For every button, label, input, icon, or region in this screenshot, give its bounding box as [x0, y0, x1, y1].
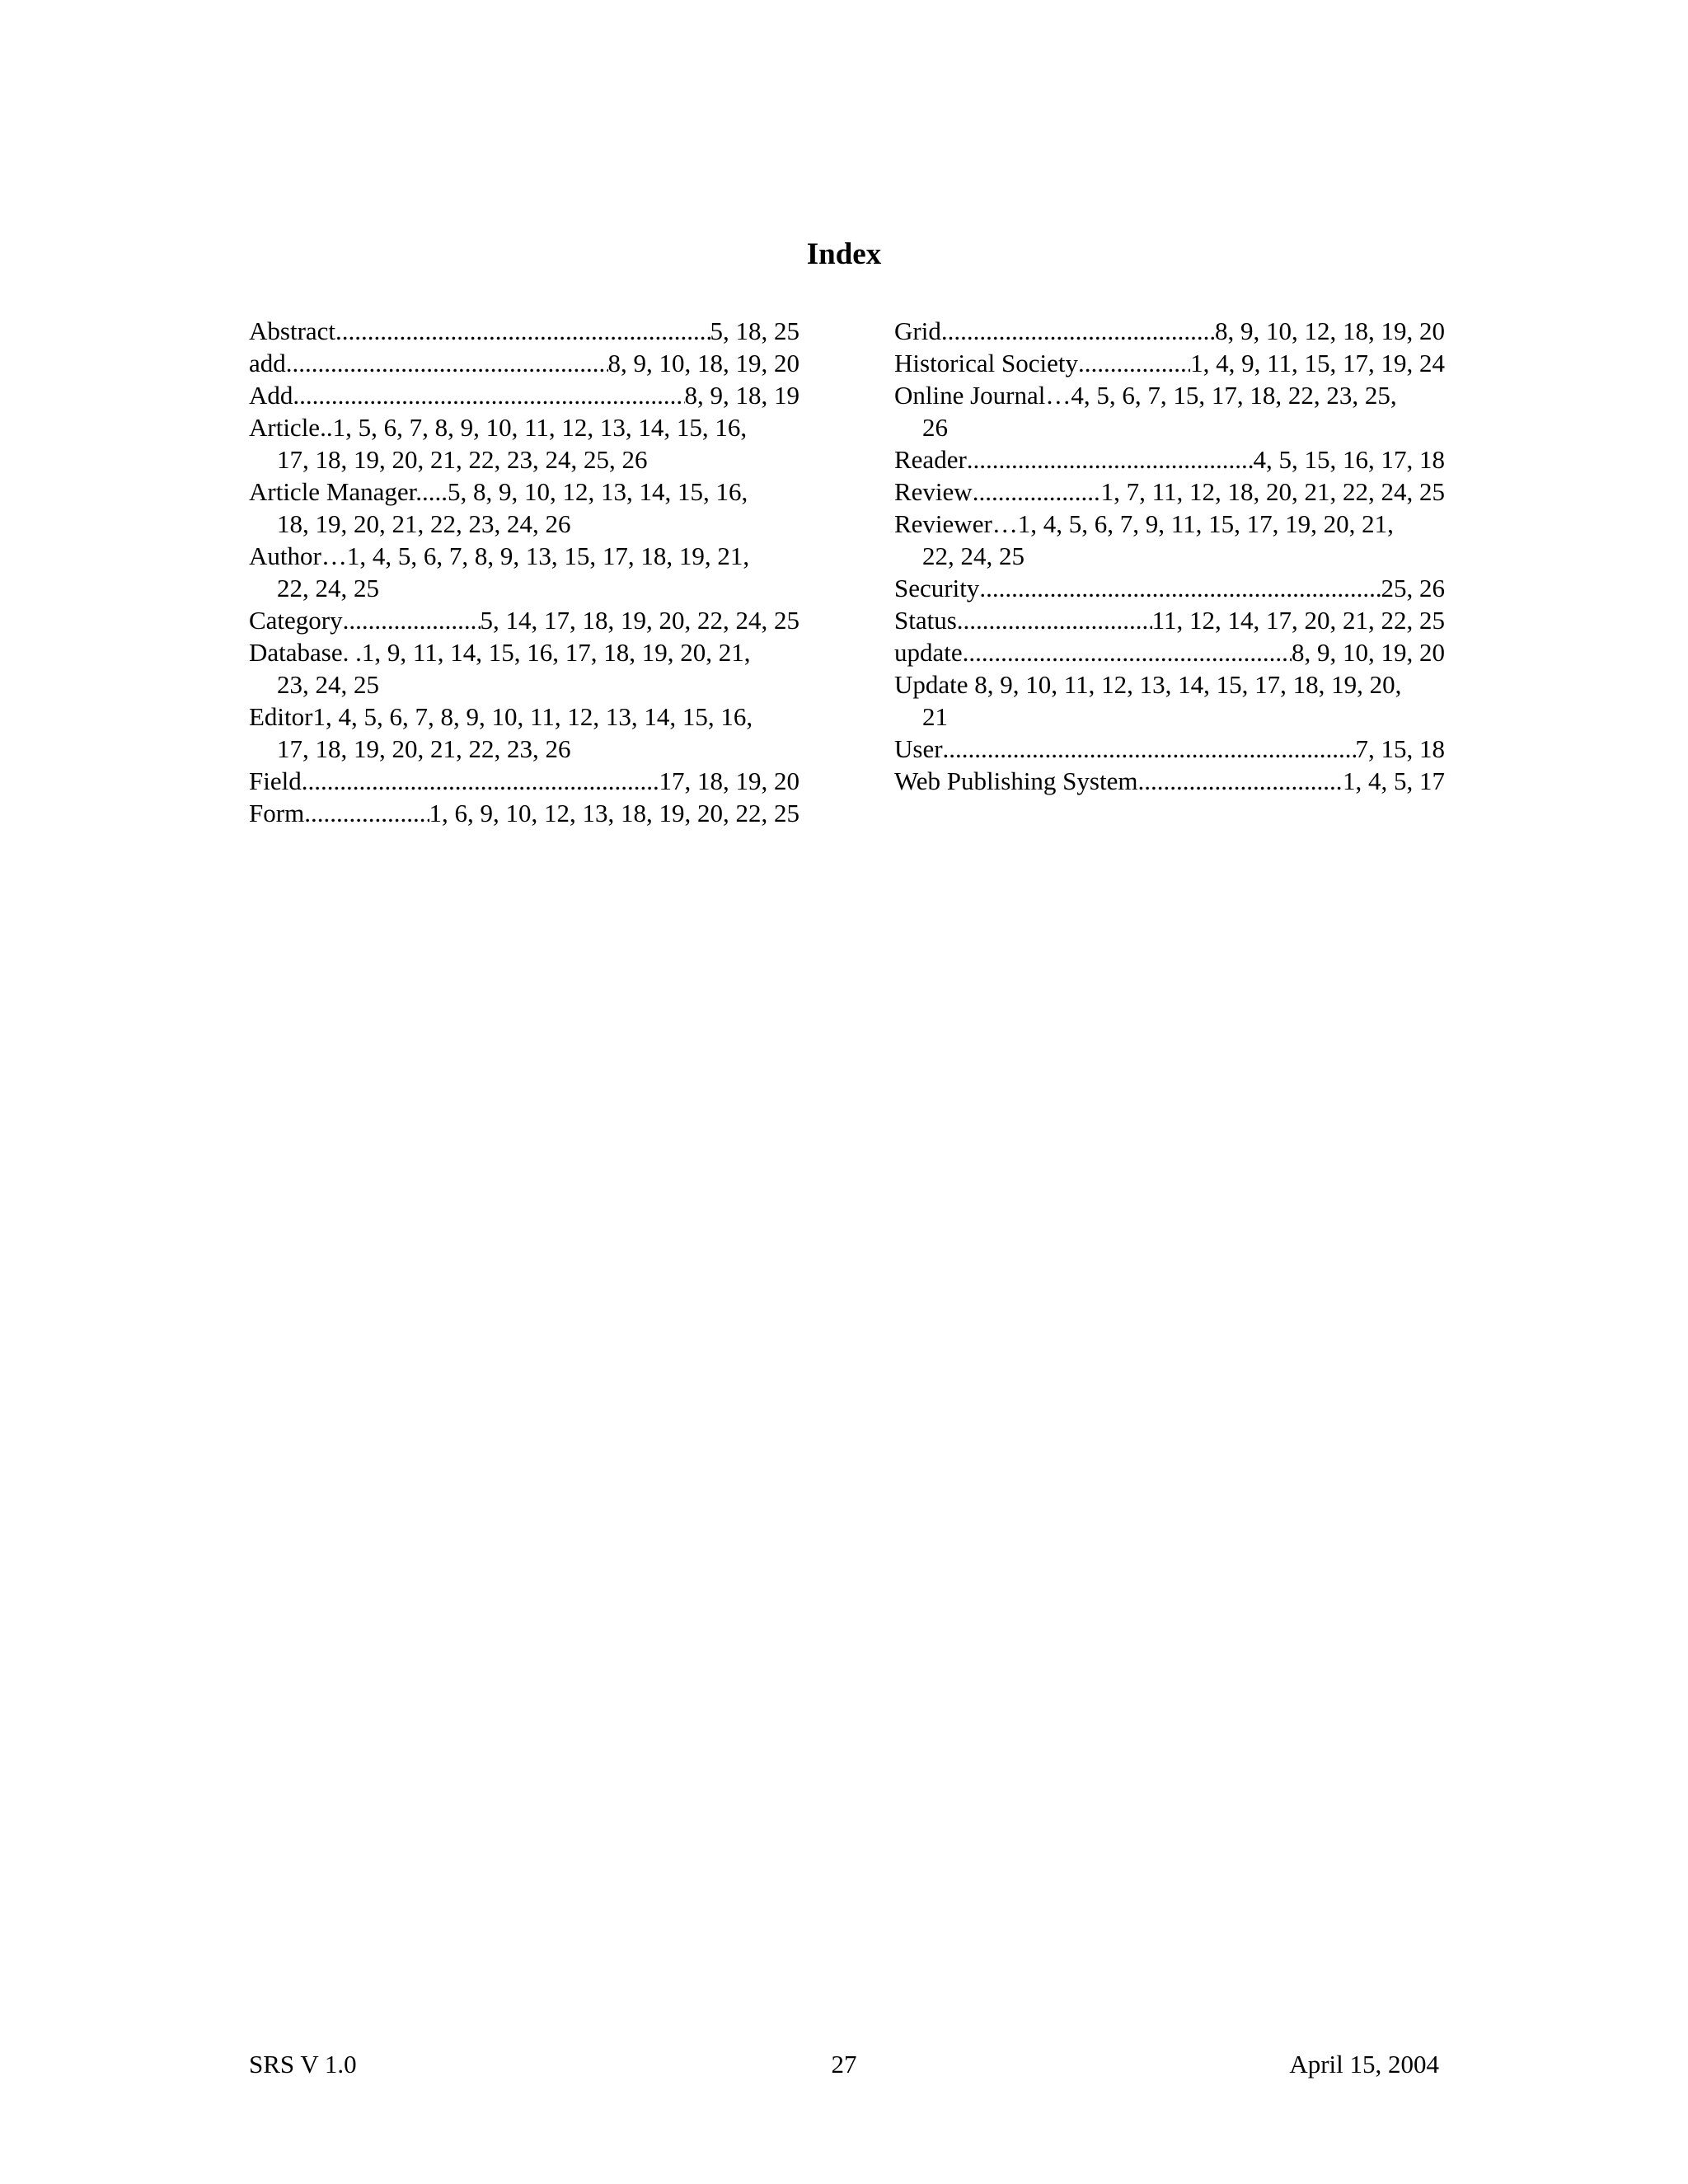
index-entry-editor — [249, 701, 799, 765]
index-entry-reviewer — [894, 508, 1445, 572]
index-term: add — [249, 349, 286, 377]
index-entry-grid — [894, 315, 1445, 347]
index-entry-historical-society — [894, 347, 1445, 379]
index-pages: 1, 6, 9, 10, 12, 13, 18, 19, 20, 22, 25 — [429, 799, 799, 827]
index-pages: 1, 7, 11, 12, 18, 20, 21, 22, 24, 25 — [1100, 477, 1445, 506]
index-entry-field — [249, 765, 799, 797]
index-line: 22, 24, 25 — [922, 541, 1025, 570]
index-line: 26 — [922, 413, 948, 442]
index-entry-database — [249, 636, 799, 701]
dot-leader — [943, 733, 1356, 765]
dot-leader — [941, 315, 1215, 347]
index-term: Grid — [894, 316, 941, 345]
index-entry-author — [249, 540, 799, 604]
index-line: Author…1, 4, 5, 6, 7, 8, 9, 13, 15, 17, 18, 19, 21, — [249, 541, 750, 570]
index-line: Article..1, 5, 6, 7, 8, 9, 10, 11, 12, 13, 14, 15, 16, — [249, 413, 748, 442]
index-line: Editor1, 4, 5, 6, 7, 8, 9, 10, 11, 12, 13, 14, 15, 16, — [249, 702, 753, 731]
dot-leader — [1137, 765, 1343, 797]
index-term: Form — [249, 799, 305, 827]
index-pages: 7, 15, 18 — [1355, 734, 1445, 763]
index-pages: 8, 9, 10, 18, 19, 20 — [607, 349, 799, 377]
footer-document-version: SRS V 1.0 — [249, 2050, 357, 2079]
index-line: 21 — [922, 702, 948, 731]
page-title: Index — [806, 237, 882, 271]
dot-leader — [973, 476, 1101, 508]
index-entry-review — [894, 476, 1445, 508]
index-entry-reader — [894, 443, 1445, 476]
footer-date: April 15, 2004 — [1289, 2050, 1439, 2079]
index-column-right — [894, 315, 1445, 797]
index-term: Abstract — [249, 316, 336, 345]
dot-leader — [957, 604, 1152, 636]
index-pages: 11, 12, 14, 17, 20, 21, 22, 25 — [1151, 606, 1445, 635]
index-pages: 1, 4, 5, 17 — [1343, 766, 1445, 795]
index-entry-update-lower — [894, 636, 1445, 668]
index-entry-article-manager — [249, 476, 799, 540]
index-term: Field — [249, 766, 302, 795]
index-line: Database. .1, 9, 11, 14, 15, 16, 17, 18, 19, 20, 21, — [249, 638, 751, 667]
index-line: 17, 18, 19, 20, 21, 22, 23, 24, 25, 26 — [277, 445, 648, 474]
index-pages: 17, 18, 19, 20 — [659, 766, 799, 795]
index-line: Reviewer…1, 4, 5, 6, 7, 9, 11, 15, 17, 19, 20, 21, — [894, 509, 1394, 538]
index-term: Review — [894, 477, 973, 506]
index-pages: 5, 14, 17, 18, 19, 20, 22, 24, 25 — [480, 606, 799, 635]
index-entry-status — [894, 604, 1445, 636]
index-line: 18, 19, 20, 21, 22, 23, 24, 26 — [277, 509, 571, 538]
dot-leader — [304, 797, 429, 829]
index-entry-web-publishing-system — [894, 765, 1445, 797]
index-term: Reader — [894, 445, 967, 474]
dot-leader — [963, 636, 1292, 668]
index-term: Historical Society — [894, 349, 1078, 377]
index-line: Update 8, 9, 10, 11, 12, 13, 14, 15, 17, 18, 19, 20, — [894, 670, 1402, 699]
index-term: Status — [894, 606, 957, 635]
dot-leader — [343, 604, 481, 636]
index-pages: 25, 26 — [1381, 574, 1445, 602]
dot-leader — [979, 572, 1381, 604]
index-term: Security — [894, 574, 980, 602]
index-line: 23, 24, 25 — [277, 670, 379, 699]
index-entry-article — [249, 411, 799, 476]
index-line: 22, 24, 25 — [277, 574, 379, 602]
index-pages: 8, 9, 10, 12, 18, 19, 20 — [1215, 316, 1445, 345]
index-term: Web Publishing System — [894, 766, 1138, 795]
index-column-left — [249, 315, 799, 829]
index-term: update — [894, 638, 963, 667]
index-term: Add — [249, 381, 293, 410]
index-entry-abstract — [249, 315, 799, 347]
dot-leader — [286, 347, 608, 379]
index-line: Online Journal…4, 5, 6, 7, 15, 17, 18, 22, 23, 25, — [894, 381, 1397, 410]
index-entry-user — [894, 733, 1445, 765]
index-pages: 5, 18, 25 — [710, 316, 799, 345]
index-entry-add — [249, 379, 799, 411]
footer-page-number: 27 — [831, 2050, 857, 2079]
index-line: Article Manager.....5, 8, 9, 10, 12, 13, 14, 15, 16, — [249, 477, 748, 506]
index-pages: 8, 9, 18, 19 — [684, 381, 799, 410]
index-entry-update — [894, 668, 1445, 733]
dot-leader — [967, 443, 1254, 476]
index-pages: 8, 9, 10, 19, 20 — [1292, 638, 1445, 667]
index-pages: 4, 5, 15, 16, 17, 18 — [1253, 445, 1445, 474]
dot-leader — [293, 379, 684, 411]
index-pages: 1, 4, 9, 11, 15, 17, 19, 24 — [1190, 349, 1445, 377]
index-entry-form — [249, 797, 799, 829]
index-entry-category — [249, 604, 799, 636]
index-line: 17, 18, 19, 20, 21, 22, 23, 26 — [277, 734, 571, 763]
dot-leader — [335, 315, 710, 347]
index-entry-add-lower — [249, 347, 799, 379]
index-term: User — [894, 734, 943, 763]
index-entry-security — [894, 572, 1445, 604]
dot-leader — [1078, 347, 1190, 379]
dot-leader — [302, 765, 659, 797]
index-term: Category — [249, 606, 343, 635]
index-entry-online-journal — [894, 379, 1445, 443]
